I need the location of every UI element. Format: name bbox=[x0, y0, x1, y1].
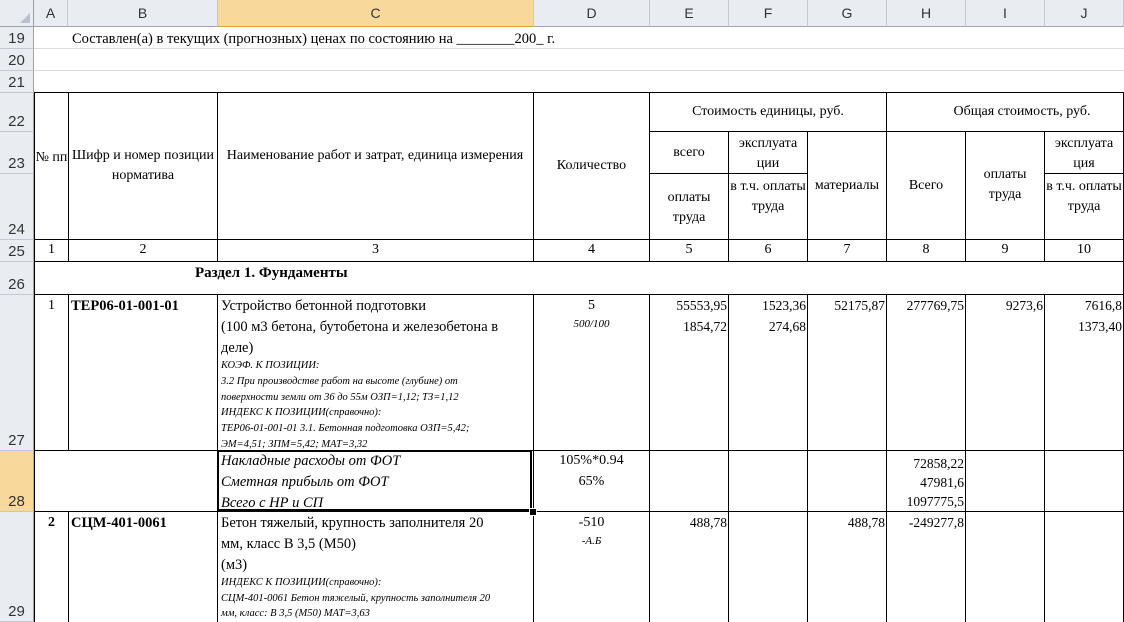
column-header-c[interactable]: C bbox=[218, 0, 534, 27]
overhead-line[interactable]: Всего с НР и СП bbox=[221, 495, 324, 511]
section-title[interactable]: Раздел 1. Фундаменты bbox=[195, 265, 348, 281]
item2-qty-sub[interactable]: -А.Б bbox=[581, 535, 602, 547]
item2-name-line[interactable]: (м3) bbox=[221, 557, 248, 573]
col-number[interactable]: 10 bbox=[1077, 242, 1091, 257]
header-wage[interactable]: оплаты труда bbox=[667, 190, 711, 225]
item2-name-line[interactable]: мм, класс В 3,5 (М50) bbox=[221, 536, 356, 552]
item1-name-line[interactable]: (100 м3 бетона, бутобетона и железобетона в bbox=[221, 319, 499, 335]
row-header-22[interactable]: 22 bbox=[0, 93, 34, 132]
item1-f2[interactable]: 274,68 bbox=[768, 319, 806, 334]
item1-note[interactable]: ЭМ=4,51; ЗПМ=5,42; МАТ=3,32 bbox=[221, 439, 368, 450]
item1-f1[interactable]: 1523,36 bbox=[762, 298, 806, 313]
row-header-20[interactable]: 20 bbox=[0, 49, 34, 71]
col-number[interactable]: 4 bbox=[588, 242, 595, 257]
table-border bbox=[68, 511, 69, 622]
col-number[interactable]: 2 bbox=[139, 242, 147, 257]
row-header-27[interactable]: 27 bbox=[0, 295, 34, 451]
item2-note[interactable]: СЦМ-401-0061 Бетон тяжелый, крупность заполнителя 20 bbox=[221, 593, 491, 604]
table-border bbox=[34, 261, 1124, 262]
item2-g1[interactable]: 488,78 bbox=[847, 515, 885, 530]
header-unit-cost[interactable]: Стоимость единицы, руб. bbox=[692, 104, 844, 119]
item1-i1[interactable]: 9273,6 bbox=[1005, 298, 1043, 313]
item1-name-line[interactable]: деле) bbox=[221, 340, 254, 356]
header-total-cost[interactable]: Общая стоимость, руб. bbox=[953, 104, 1091, 119]
row-header-28[interactable]: 28 bbox=[0, 451, 34, 512]
item2-note[interactable]: ИНДЕКС К ПОЗИЦИИ(справочно): bbox=[221, 577, 382, 588]
item2-name-line[interactable]: Бетон тяжелый, крупность заполнителя 20 bbox=[221, 515, 484, 531]
item1-note[interactable]: КОЭФ. К ПОЗИЦИИ: bbox=[221, 360, 320, 371]
column-header-i[interactable]: I bbox=[966, 0, 1045, 27]
table-border bbox=[965, 294, 966, 622]
item2-note-clip bbox=[218, 606, 533, 622]
header-code[interactable]: Шифр и номер позиции норматива bbox=[72, 148, 214, 183]
row-header-29[interactable]: 29 bbox=[0, 512, 34, 622]
item2-note[interactable]: мм, класс: В 3,5 (М50) МАТ=3,63 bbox=[221, 608, 370, 619]
item1-g1[interactable]: 52175,87 bbox=[834, 298, 885, 313]
item2-qty[interactable]: -510 bbox=[578, 515, 605, 530]
overhead-line[interactable]: Сметная прибыль от ФОТ bbox=[221, 474, 389, 490]
row-header-24[interactable]: 24 bbox=[0, 174, 34, 240]
table-border bbox=[728, 294, 729, 622]
header-note[interactable]: Составлен(а) в текущих (прогнозных) ценах по состоянию на ________200_ г. bbox=[72, 31, 556, 47]
column-header-h[interactable]: H bbox=[887, 0, 966, 27]
item1-e1[interactable]: 55553,95 bbox=[676, 298, 727, 313]
row-header-21[interactable]: 21 bbox=[0, 71, 34, 93]
row-header-26[interactable]: 26 bbox=[0, 262, 34, 295]
item1-note[interactable]: поверхности земли от 36 до 55м ОЗП=1,12; ТЗ=1,12 bbox=[221, 392, 459, 403]
item2-h1[interactable]: -249277,8 bbox=[908, 515, 964, 530]
row-header-19[interactable]: 19 bbox=[0, 27, 34, 49]
table-border bbox=[650, 173, 729, 174]
gridline bbox=[34, 70, 1124, 71]
item1-h1[interactable]: 277769,75 bbox=[906, 298, 964, 313]
header-qty[interactable]: Количество bbox=[556, 158, 627, 173]
table-border bbox=[68, 294, 69, 451]
col-number[interactable]: 1 bbox=[48, 242, 55, 257]
header-total[interactable]: Всего bbox=[908, 178, 944, 193]
column-header-f[interactable]: F bbox=[729, 0, 808, 27]
header-incl-wage2[interactable]: в т.ч. оплаты труда bbox=[1046, 179, 1122, 214]
column-header-g[interactable]: G bbox=[808, 0, 887, 27]
table-border bbox=[533, 92, 534, 262]
item2-e1[interactable]: 488,78 bbox=[689, 515, 727, 530]
item2-num[interactable]: 2 bbox=[48, 515, 55, 530]
header-expl2[interactable]: эксплуата ция bbox=[1054, 136, 1114, 171]
header-materials[interactable]: материалы bbox=[814, 178, 880, 193]
header-wage2[interactable]: оплаты труда bbox=[983, 167, 1027, 202]
item1-num[interactable]: 1 bbox=[48, 298, 55, 313]
item2-code[interactable]: СЦМ-401-0061 bbox=[71, 515, 167, 531]
col-number[interactable]: 8 bbox=[922, 242, 930, 257]
item1-note[interactable]: 3.2 При производстве работ на высоте (глубине) от bbox=[221, 376, 458, 387]
overhead-h1[interactable]: 72858,22 bbox=[913, 456, 964, 471]
header-name[interactable]: Наименование работ и затрат, единица измерения bbox=[226, 148, 524, 163]
item1-j2[interactable]: 1373,40 bbox=[1078, 319, 1122, 334]
item1-note-clip bbox=[218, 437, 533, 450]
item1-qty-sub[interactable]: 500/100 bbox=[573, 318, 610, 330]
item1-e2[interactable]: 1854,72 bbox=[683, 319, 727, 334]
item1-qty[interactable]: 5 bbox=[588, 298, 595, 313]
table-border bbox=[650, 131, 1124, 132]
item1-j1[interactable]: 7616,8 bbox=[1084, 298, 1122, 313]
table-border bbox=[34, 294, 1124, 295]
column-header-b[interactable]: B bbox=[68, 0, 218, 27]
row-header-23[interactable]: 23 bbox=[0, 132, 34, 174]
table-border bbox=[649, 294, 650, 622]
table-border bbox=[1044, 294, 1045, 622]
column-header-e[interactable]: E bbox=[650, 0, 729, 27]
overhead-d2[interactable]: 65% bbox=[578, 474, 605, 489]
select-all-icon bbox=[20, 13, 30, 23]
col-number[interactable]: 9 bbox=[1001, 242, 1009, 257]
item1-code[interactable]: ТЕР06-01-001-01 bbox=[71, 298, 179, 314]
table-border bbox=[807, 294, 808, 622]
row-header-25[interactable]: 25 bbox=[0, 240, 34, 262]
item1-note[interactable]: ИНДЕКС К ПОЗИЦИИ(справочно): bbox=[221, 407, 382, 418]
col-number[interactable]: 5 bbox=[685, 242, 693, 257]
table-border bbox=[217, 92, 218, 262]
col-number[interactable]: 6 bbox=[764, 242, 772, 257]
overhead-line[interactable]: Накладные расходы от ФОТ bbox=[221, 453, 401, 469]
item1-note[interactable]: ТЕР06-01-001-01 3.1. Бетонная подготовка ОЗП=5,42; bbox=[221, 423, 470, 434]
column-header-d[interactable]: D bbox=[534, 0, 650, 27]
overhead-h3[interactable]: 1097775,5 bbox=[906, 494, 964, 509]
header-num[interactable]: № пп bbox=[35, 150, 68, 165]
col-number[interactable]: 3 bbox=[372, 242, 379, 257]
col-number[interactable]: 7 bbox=[843, 242, 851, 257]
table-border bbox=[34, 92, 35, 622]
table-border bbox=[34, 92, 1124, 93]
column-header-j[interactable]: J bbox=[1045, 0, 1124, 27]
overhead-h2[interactable]: 47981,6 bbox=[920, 475, 964, 490]
overhead-d1[interactable]: 105%*0.94 bbox=[559, 453, 624, 468]
select-all-corner[interactable] bbox=[0, 0, 34, 27]
column-header-a[interactable]: A bbox=[34, 0, 68, 27]
header-incl-wage[interactable]: в т.ч. оплаты труда bbox=[730, 179, 806, 214]
header-expl[interactable]: эксплуата ции bbox=[738, 136, 798, 171]
selected-cell-c28[interactable] bbox=[217, 450, 532, 511]
header-all[interactable]: всего bbox=[673, 145, 705, 160]
item1-name-line[interactable]: Устройство бетонной подготовки bbox=[221, 298, 426, 314]
